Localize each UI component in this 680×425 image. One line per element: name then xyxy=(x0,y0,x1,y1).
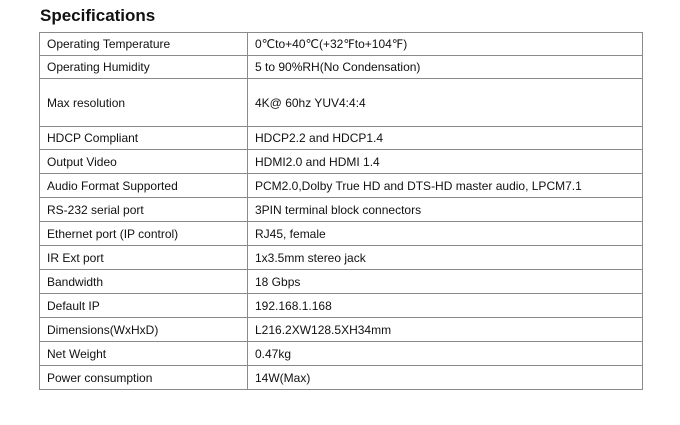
table-row xyxy=(40,366,643,390)
table-row xyxy=(40,246,643,270)
page-title: Specifications xyxy=(40,6,156,25)
spec-label: Ethernet port (IP control) xyxy=(40,222,248,246)
spec-value: 18 Gbps xyxy=(248,270,643,294)
table-row xyxy=(40,294,643,318)
table-row xyxy=(40,342,643,366)
spec-value: L216.2XW128.5XH34mm xyxy=(248,318,643,342)
spec-label: Power consumption xyxy=(40,366,248,390)
table-row xyxy=(40,33,643,56)
spec-label: Default IP xyxy=(40,294,248,318)
spec-label: Max resolution xyxy=(40,79,248,127)
spec-value: 192.168.1.168 xyxy=(248,294,643,318)
spec-label: IR Ext port xyxy=(40,246,248,270)
spec-value: HDCP2.2 and HDCP1.4 xyxy=(248,127,643,150)
spec-value: 5 to 90%RH(No Condensation) xyxy=(248,56,643,79)
table-row xyxy=(40,150,643,174)
table-row xyxy=(40,270,643,294)
spec-label: HDCP Compliant xyxy=(40,127,248,150)
spec-label: Operating Temperature xyxy=(40,33,248,56)
spec-label: Audio Format Supported xyxy=(40,174,248,198)
table-row xyxy=(40,127,643,150)
table-row xyxy=(40,174,643,198)
spec-label: Bandwidth xyxy=(40,270,248,294)
spec-value: HDMI2.0 and HDMI 1.4 xyxy=(248,150,643,174)
spec-label: Output Video xyxy=(40,150,248,174)
spec-value: 0℃to+40℃(+32℉to+104℉) xyxy=(248,33,643,56)
spec-label: Net Weight xyxy=(40,342,248,366)
spec-value: 0.47kg xyxy=(248,342,643,366)
table-row xyxy=(40,222,643,246)
table-row xyxy=(40,198,643,222)
spec-value: 1x3.5mm stereo jack xyxy=(248,246,643,270)
spec-label: Dimensions(WxHxD) xyxy=(40,318,248,342)
spec-value: 14W(Max) xyxy=(248,366,643,390)
specifications-table xyxy=(39,32,643,390)
table-row xyxy=(40,318,643,342)
spec-label: RS-232 serial port xyxy=(40,198,248,222)
spec-value: PCM2.0,Dolby True HD and DTS-HD master audio, LPCM7.1 xyxy=(248,174,643,198)
table-row xyxy=(40,56,643,79)
spec-value: RJ45, female xyxy=(248,222,643,246)
specifications-table-body xyxy=(40,33,643,390)
spec-value: 4K@ 60hz YUV4:4:4 xyxy=(248,79,643,127)
spec-value: 3PIN terminal block connectors xyxy=(248,198,643,222)
spec-label: Operating Humidity xyxy=(40,56,248,79)
table-row xyxy=(40,79,643,127)
